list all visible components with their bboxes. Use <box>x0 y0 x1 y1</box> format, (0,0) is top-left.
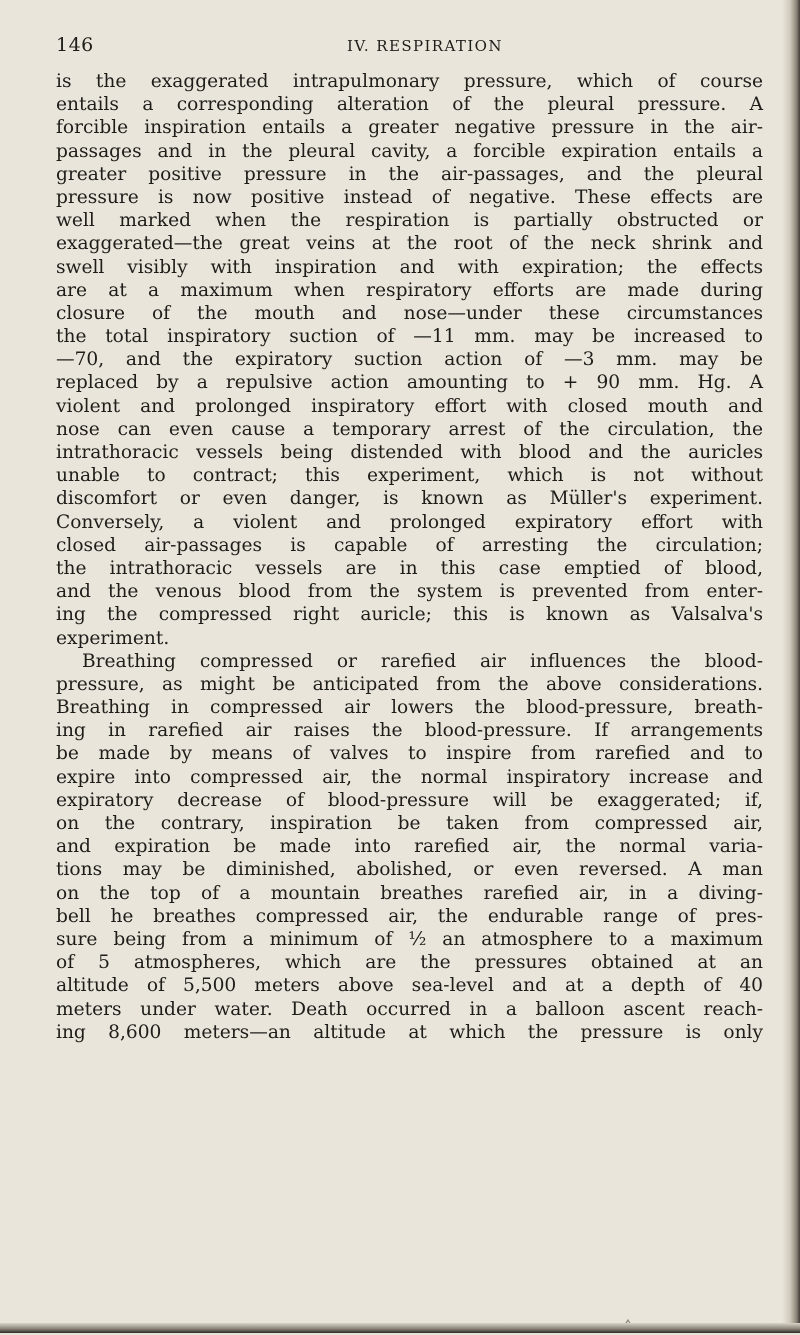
text-line: is the exaggerated intrapulmonary pressure, which of course <box>56 71 763 92</box>
text-line: the intrathoracic vessels are in this case emptied of blood, <box>56 557 763 579</box>
text-line: ing 8,600 meters—an altitude at which the pressure is only <box>56 1021 763 1043</box>
text-line: on the contrary, inspiration be taken from compressed air, <box>56 813 763 834</box>
running-head: IV. RESPIRATION <box>347 37 503 55</box>
page-edge-shadow <box>782 0 800 1333</box>
text-line: of 5 atmospheres, which are the pressures obtained at an <box>56 952 763 974</box>
text-line: on the top of a mountain breathes rarefied air, in a diving- <box>56 882 763 904</box>
text-line: nose can even cause a temporary arrest of the circulation, the <box>56 418 763 440</box>
text-line: experiment. <box>56 627 170 649</box>
text-line: replaced by a repulsive action amounting to + 90 mm. Hg. A <box>56 372 763 394</box>
text-line: ing the compressed right auricle; this is known as Valsalva's <box>56 604 763 626</box>
text-line: bell he breathes compressed air, the endurable range of pres- <box>56 905 763 927</box>
text-line: sure being from a minimum of ½ an atmosphere to a maximum <box>56 928 763 950</box>
body-text <box>56 70 763 1044</box>
text-line: Conversely, a violent and prolonged expiratory effort with <box>56 511 763 533</box>
text-line: tions may be diminished, abolished, or even reversed. A man <box>56 859 763 881</box>
text-line: well marked when the respiration is partially obstructed or <box>56 210 763 232</box>
text-line: —70, and the expiratory suction action of —3 mm. may be <box>56 349 763 371</box>
text-line: expiratory decrease of blood-pressure will be exaggerated; if, <box>56 789 763 811</box>
text-line: altitude of 5,500 meters above sea-level and at a depth of 40 <box>56 975 763 997</box>
text-line: and expiration be made into rarefied air, the normal varia- <box>56 836 763 858</box>
text-line: and the venous blood from the system is prevented from enter- <box>56 581 763 603</box>
page-header <box>56 34 756 60</box>
text-line: closed air-passages is capable of arresting the circulation; <box>56 534 763 556</box>
page-bottom-edge <box>0 1323 800 1333</box>
text-line: forcible inspiration entails a greater negative pressure in the air- <box>56 117 763 139</box>
text-line: swell visibly with inspiration and with expiration; the effects <box>56 256 763 278</box>
text-line: closure of the mouth and nose—under these circumstances <box>56 302 763 324</box>
text-line: ing in rarefied air raises the blood-pressure. If arrangements <box>56 720 763 742</box>
text-line: expire into compressed air, the normal inspiratory increase and <box>56 766 763 788</box>
text-line: exaggerated—the great veins at the root of the neck shrink and <box>56 233 763 255</box>
text-line: pressure, as might be anticipated from the above considerations. <box>56 673 763 695</box>
text-line: pressure is now positive instead of negative. These effects are <box>56 186 763 208</box>
text-line: Breathing compressed or rarefied air influences the blood- <box>82 650 763 672</box>
text-line: entails a corresponding alteration of the pleural pressure. A <box>56 94 763 116</box>
text-line: are at a maximum when respiratory efforts are made during <box>56 279 763 301</box>
text-line: violent and prolonged inspiratory effort with closed mouth and <box>56 395 763 417</box>
text-line: passages and in the pleural cavity, a forcible expiration entails a <box>56 140 763 162</box>
text-line: unable to contract; this experiment, which is not without <box>56 465 763 487</box>
text-line: the total inspiratory suction of —11 mm. may be increased to <box>56 326 763 348</box>
text-line: discomfort or even danger, is known as Müller's experiment. <box>56 488 763 510</box>
page-number: 146 <box>56 34 94 56</box>
text-line: greater positive pressure in the air-passages, and the pleural <box>56 163 763 185</box>
text-line: be made by means of valves to inspire from rarefied and to <box>56 743 763 765</box>
text-line: meters under water. Death occurred in a balloon ascent reach- <box>56 998 763 1020</box>
text-line: intrathoracic vessels being distended with blood and the auricles <box>56 442 763 463</box>
text-line: Breathing in compressed air lowers the blood-pressure, breath- <box>56 697 763 719</box>
